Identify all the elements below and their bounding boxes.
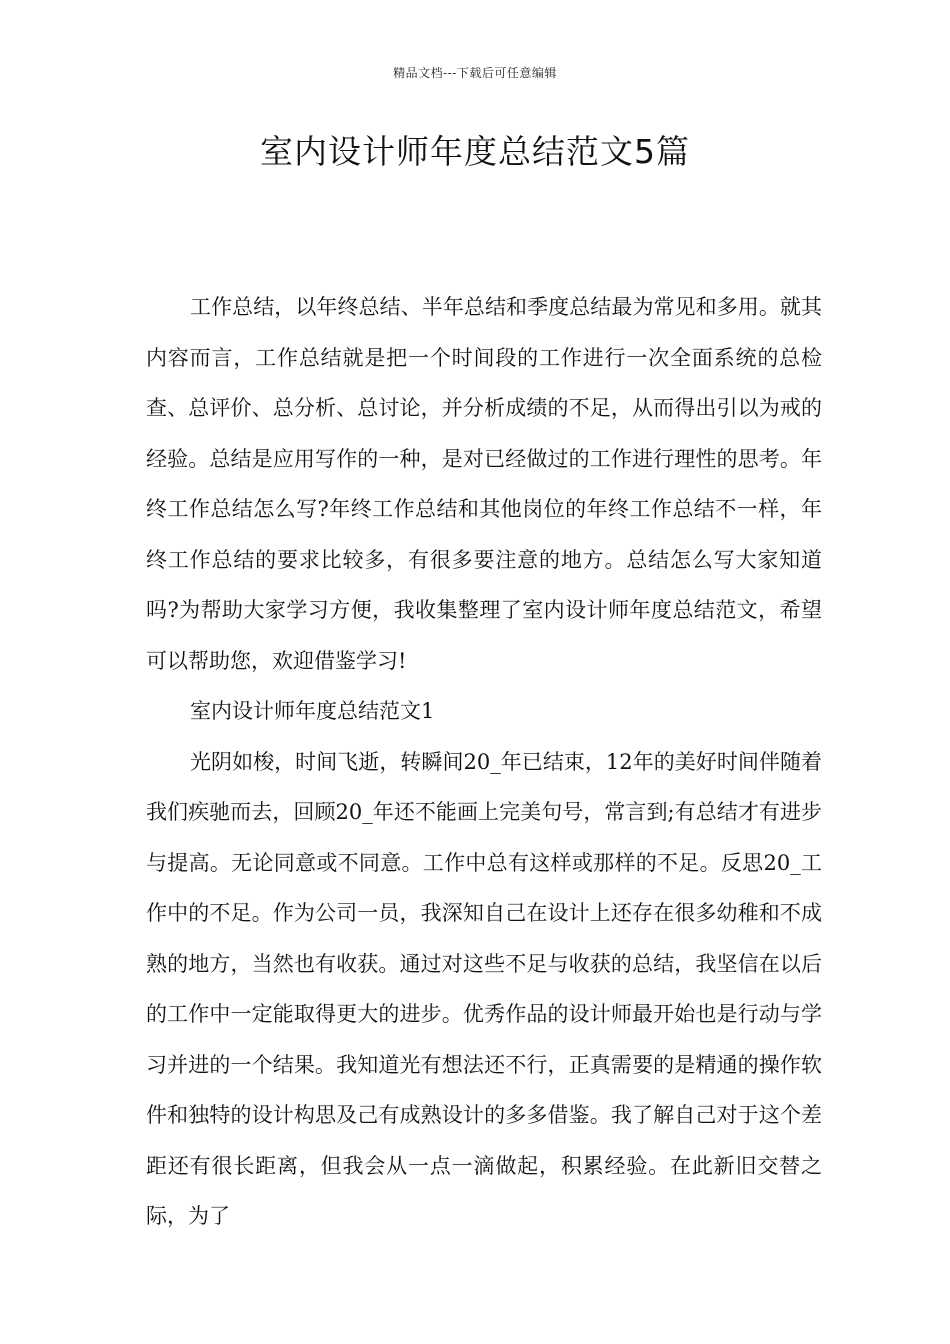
intro-paragraph: 工作总结，以年终总结、半年总结和季度总结最为常见和多用。就其内容而言，工作总结就是把一个时间段的工作进行一次全面系统的总检查、总评价、总分析、总讨论，并分析成绩的不足，从而得出引以为戒的经验。总结是应用写作的一种，是对已经做过的工作进行理性的思考。年终工作总结怎么写?年终工作总结和其他岗位的年终工作总结不一样，年终工作总结的要求比较多，有很多要注意的地方。总结怎么写大家知道吗?为帮助大家学习方便，我收集整理了室内设计师年度总结范文，希望可以帮助您，欢迎借鉴学习! xyxy=(146,295,822,673)
document-title: 室内设计师年度总结范文5篇 xyxy=(260,132,690,171)
body-paragraph: 光阴如梭，时间飞逝，转瞬间20_年已结束，12年的美好时间伴随着我们疾驰而去，回顾20_年还不能画上完美句号，常言到;有总结才有进步与提高。无论同意或不同意。工作中总有这样或那样的不足。反思20_工作中的不足。作为公司一员，我深知自己在设计上还存在很多幼稚和不成熟的地方，当然也有收获。通过对这些不足与收获的总结，我坚信在以后的工作中一定能取得更大的进步。优秀作品的设计师最开始也是行动与学习并进的一个结果。我知道光有想法还不行，正真需要的是精通的操作软件和独特的设计构思及己有成熟设计的多多借鉴。我了解自己对于这个差距还有很长距离，但我会从一点一滴做起，积累经验。在此新旧交替之际，为了 xyxy=(146,749,822,1228)
section-heading: 室内设计师年度总结范文1 xyxy=(190,699,435,723)
document-body xyxy=(146,282,822,1242)
header-note: 精品文档---下载后可任意编辑 xyxy=(393,66,557,80)
